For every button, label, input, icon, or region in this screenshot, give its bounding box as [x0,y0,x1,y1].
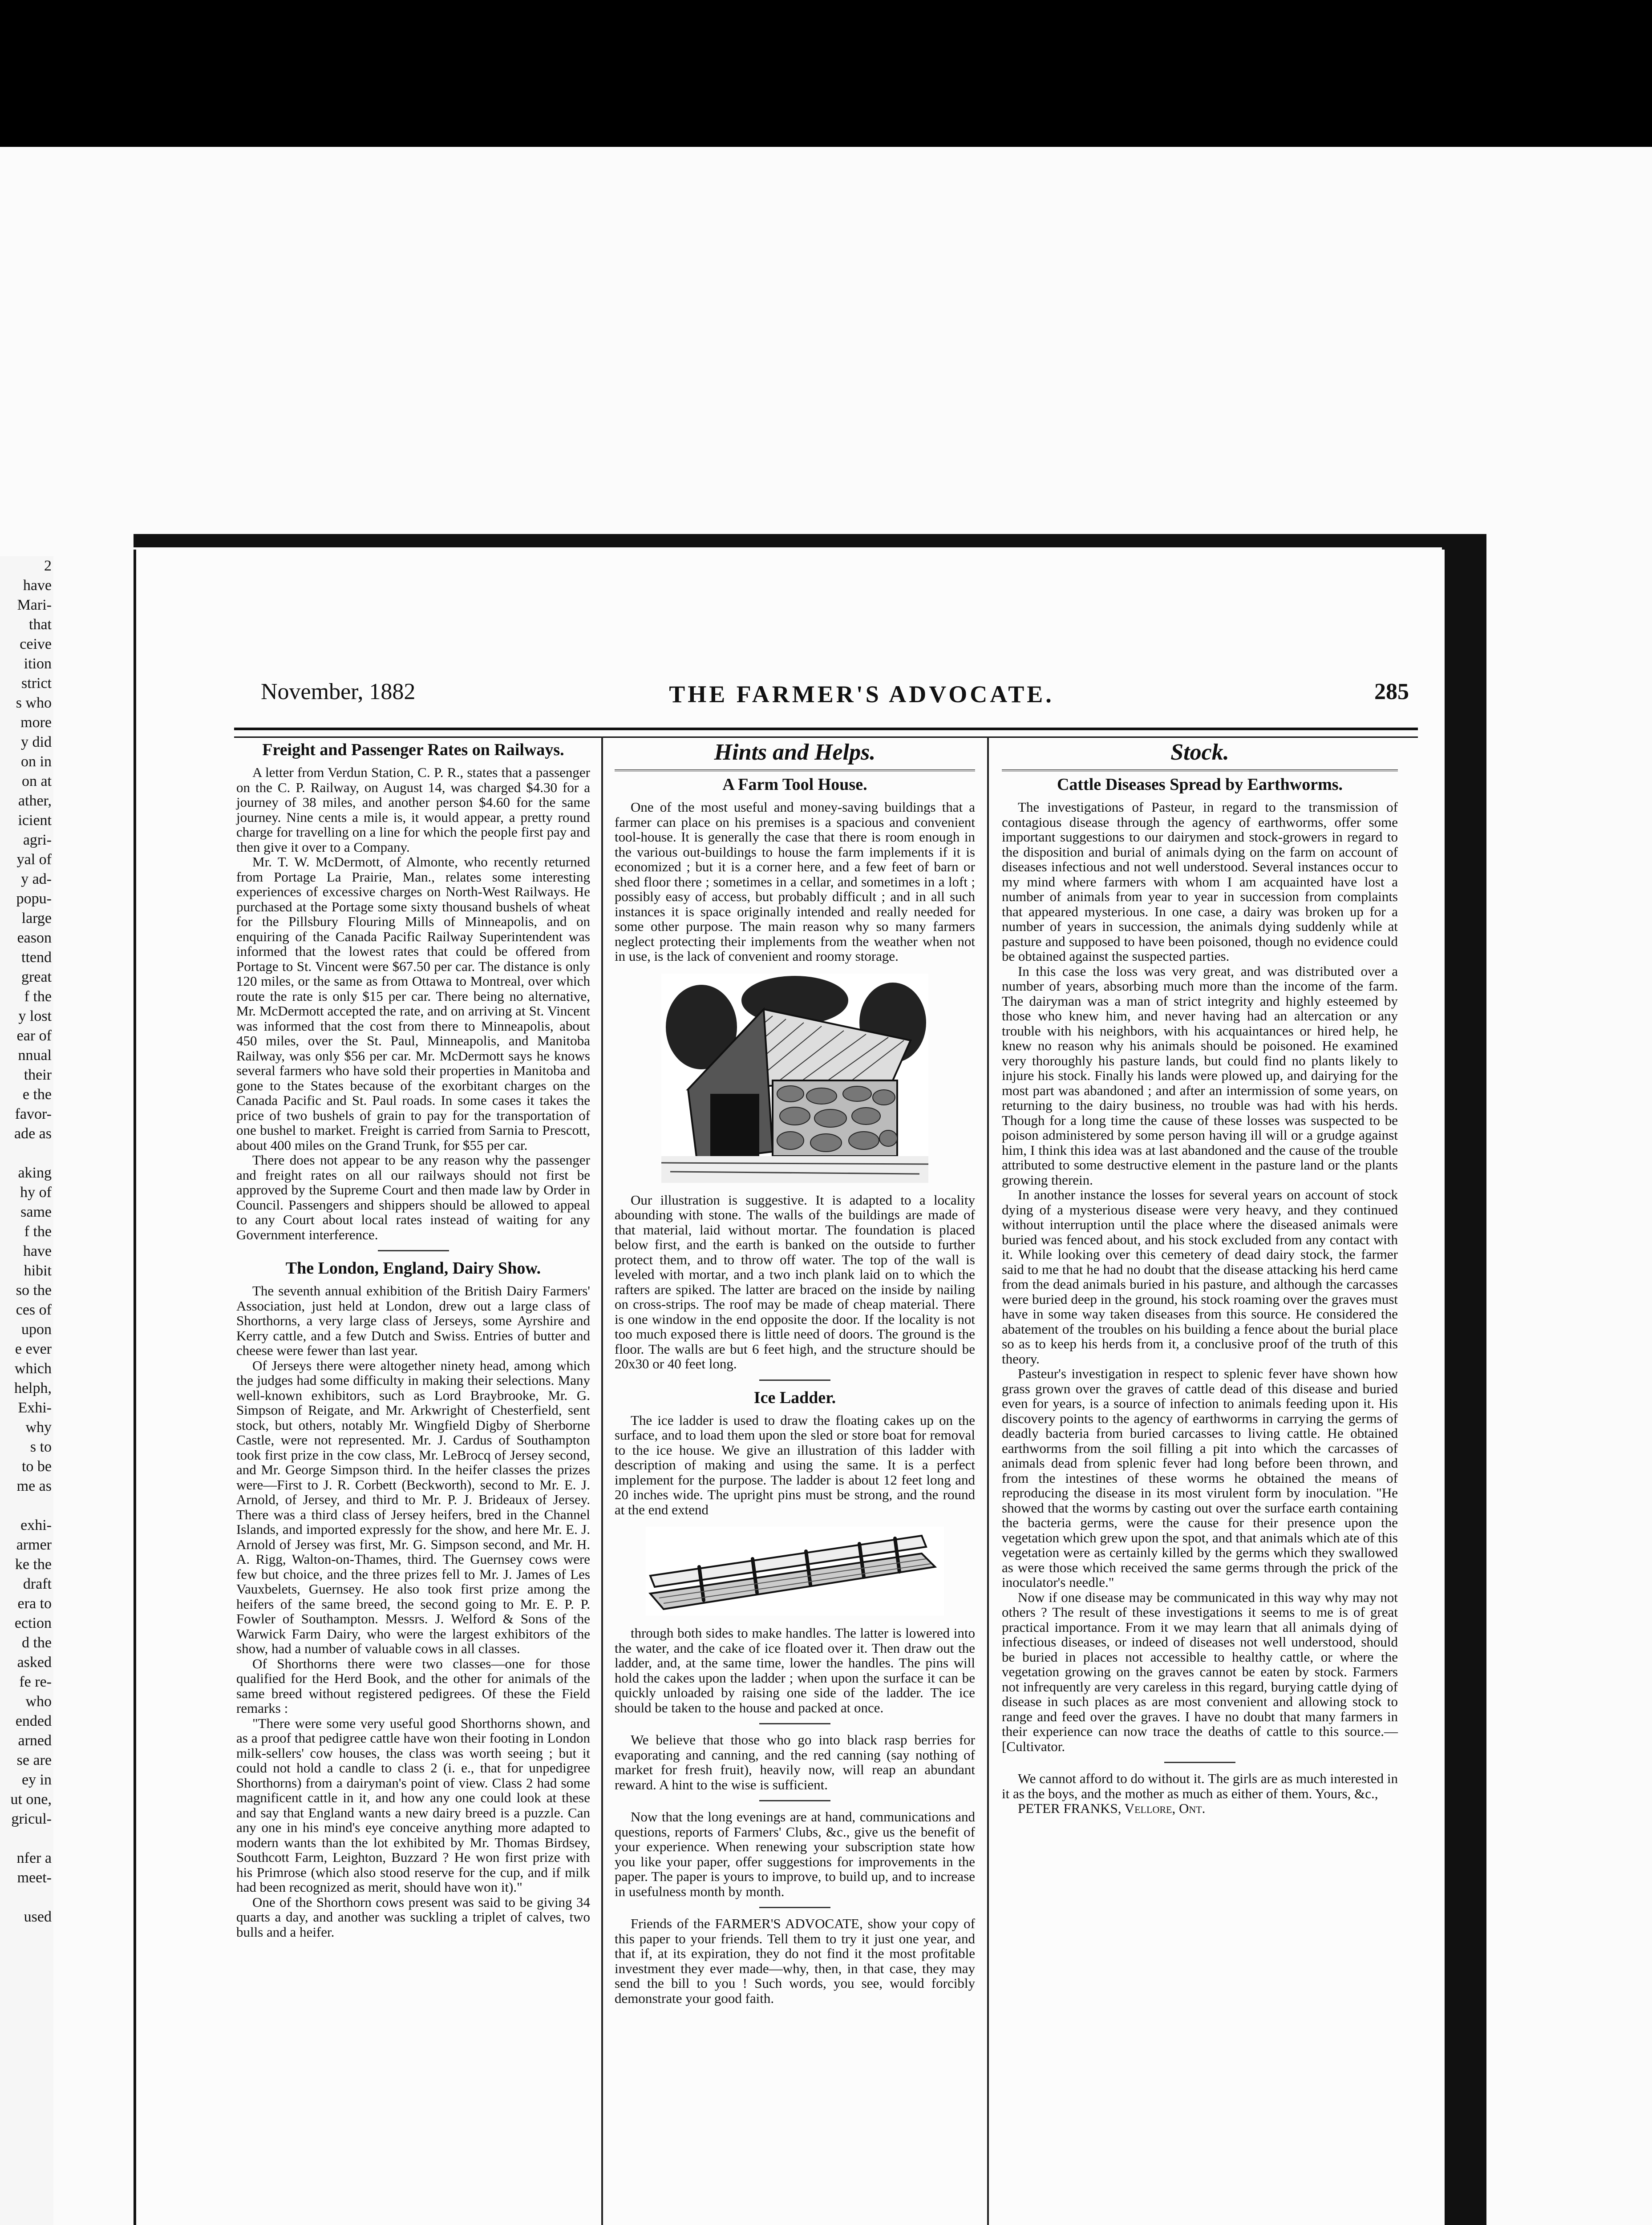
fragment-line: ces of [16,1302,52,1318]
fragment-line: that [29,616,52,633]
ice-ladder-illustration [646,1527,944,1616]
newspaper-page [134,550,1445,2225]
fragment-line: yal of [16,851,52,868]
column-3 [1002,736,1398,1816]
fragment-line: y lost [18,1008,52,1024]
fragment-line: ather, [18,793,52,809]
fragment-line: era to [17,1595,52,1612]
fragment-line: d the [21,1634,52,1651]
paragraph: through both sides to make handles. The latter is lowered into the water, and the cake of ice floated over it. Then draw out the ladder, and, at the same time, lower the handles. The pins will hold the cakes upon the ladder ; when upon the surface it can be quickly unloaded by raising one side of the ladder. The ice should be taken to the house and packed at once. [615,1625,975,1715]
column-2 [615,736,975,2006]
fragment-line: icient [18,812,52,829]
fragment-line: s who [16,695,52,711]
page-edge-right [1442,536,1486,2225]
fragment-line [0,1888,53,1907]
column-rule-1 [601,736,603,2225]
fragment-line: more [20,714,52,731]
article-body-dairy-show [236,1283,590,1939]
separator [759,1723,830,1724]
fragment-line: draft [23,1576,52,1592]
fragment-line: ttend [21,949,52,966]
paragraph: In this case the loss was very great, and was distributed over a number of years, absorbing much more than the income of the farm. The dairyman was a man of strict integrity and highly esteemed by those who knew him, and never having had an altercation or any trouble with his neighbors, with his acquaintances or hired help, he knew no reason why his animals should be poisoned. He examined very thoroughly his pasture lands, but could find no plants likely to injure his stock. Finally his lands were plowed up, and dairying for the most part was abandoned ; and after an intermission of some years, on returning to the dairy business, no trouble was had with his herds. Though for a long time the cause of these losses was suspected to be poison administered by some person having ill will or a grudge against him, I think this idea was at last abandoned and the cause of the trouble attributed to some destructive element in the pasture land or the plants growing therein. [1002,963,1398,1188]
article-title-cattle-diseases: Cattle Diseases Spread by Earthworms. [1057,775,1343,794]
fragment-line: e the [22,1086,52,1103]
fragment-line: ear of [16,1028,52,1044]
fragment-line: why [25,1419,52,1436]
article-title-dairy-show: The London, England, Dairy Show. [285,1259,541,1278]
article-title-railway-rates: Freight and Passenger Rates on Railways. [262,740,564,759]
fragment-line: nfer a [16,1850,52,1866]
separator [378,1250,449,1251]
fragment-line: have [23,577,52,594]
fragment-line: same [20,1204,52,1220]
fragment-line: y did [21,734,52,750]
fragment-line: eason [17,930,52,946]
fragment-line: Exhi- [18,1400,52,1416]
page-number: 285 [1374,679,1409,704]
fragment-line: upon [21,1321,52,1338]
fragment-line: ade as [14,1125,52,1142]
fragment-line: helph, [14,1380,52,1396]
fragment-line: have [23,1243,52,1259]
fragment-line: se are [16,1752,52,1768]
paragraph: Now that the long evenings are at hand, communications and questions, reports of Farmers' Clubs, &c., give us the benefit of your experience. When renewing your subscription state how you like your paper, offer suggestions for improvements in the paper. The paper is yours to improve, to build up, and to increase in usefulness month by month. [615,1809,975,1899]
fragment-line: s to [30,1439,52,1455]
fragment-line: armer [16,1537,52,1553]
fragment-line: strict [21,675,52,692]
fragment-line: nnual [18,1047,52,1064]
ice-ladder-engraving [646,1527,944,1616]
fragment-line: fe re- [19,1674,52,1690]
column-1 [236,736,590,1939]
fragment-line: popu- [16,890,52,907]
fragment-line: agri- [23,832,52,848]
department-heading-hints-and-helps: Hints and Helps. [615,740,975,771]
fragment-line: meet- [17,1869,52,1886]
fragment-line: f the [24,1223,52,1240]
fragment-line: so the [16,1282,52,1299]
paragraph: Pasteur's investigation in respect to splenic fever have shown how grass grown over the graves of cattle dead of this disease and buried even for years, is a source of infection to animals feeding upon it. His discovery points to the agency of earthworms in carrying the germs of deadly bacteria from buried carcasses to living cattle. He obtained earthworms from the soil filling a pit into which the carcasses of animals dead from splenic fever had long before been thrown, and from the intestines of these worms he obtained the means of reproducing the disease in its most virulent form by inoculation. "He showed that the worms by casting out over the surface earth containing the bacteria germs, were the cause for their presence upon the vegetation which grew upon the spot, and that animals which ate of this vegetation were as certainly killed by the germs which they swallowed as were those which received the same germs through the prick of the inoculator's needle." [1002,1366,1398,1590]
fragment-line: great [21,969,52,985]
paragraph: Of Jerseys there were altogether ninety head, among which the judges had some difficulty in making their selections. Many well-known exhibitors, such as Lord Braybrooke, Mr. G. Simpson of Reigate, and Mr. Arkwright of Chesterfield, sent stock, but others, notably Mr. Wingfield Digby of Sherborne Castle, were not represented. Mr. J. Cardus of Southampton took first prize in the cow class, Mr. LeBrocq of Jersey second, and Mr. George Simpson third. In the heifer classes the prizes were—First to J. R. Corbett (Beckworth), second to Mr. E. J. Arnold, of Jersey, and third to Mr. P. J. Brideaux of Jersey. There was a third class of Jersey heifers, bred in the Channel Islands, and imported expressly for the show, and here Mr. E. J. Arnold of Jersey was first, Mr. G. Simpson second, and Mr. H. A. Rigg, Walton-on-Thames, third. The Guernsey cows were few but choice, and the three prizes fell to Mr. J. James of Les Vauxbelets, Guernsey. He also took first prize among the heifers of the same breed, the second going to Mr. E. P. P. Fowler of Southampton. Messrs. J. Welford & Sons of the Warwick Farm Dairy, who were the largest exhibitors of the show, had a number of valuable cows in all classes. [236,1357,590,1656]
tool-house-illustration [661,974,928,1183]
separator [759,1907,830,1908]
fragment-line: ceive [20,636,52,652]
fragment-line [0,1496,53,1516]
paragraph: A letter from Verdun Station, C. P. R., states that a passenger on the C. P. Railway, on August 14, was charged $4.30 for a journey of 38 miles, and another person $4.60 for the same journey. Nine cents a mile is, it would appear, a pretty round charge for travelling on a line for which the people first pay and then give it over to a Company. [236,765,590,855]
paragraph: One of the most useful and money-saving buildings that a farmer can place on his premises is a spacious and convenient tool-house. It is generally the case that there is room enough in the various out-buildings to house the farm implements if it is economized ; but it is a corner here, and a few feet of barn or shed floor there ; sometimes in a cellar, and sometimes in a loft ; possibly easy of access, but probably difficult ; and in all such instances it is space originally intended and really needed for some other purpose. The main reason why so many farmers neglect protecting their implements from the weather when not in use, is the lack of convenient and roomy storage. [615,799,975,964]
fragment-line: large [21,910,52,926]
paragraph: The investigations of Pasteur, in regard to the transmission of contagious disease through the agency of earthworms, offer some important suggestions to our dairymen and stock-growers in regard to the disposition and burial of animals dying on the farm on account of diseases infectious and not well understood. Several instances occur to my mind where farmers with whom I am acquainted have lost a number of animals from year to year in succession from complaints that appeared mysterious. In one case, a dairy was broken up for a number of years in succession, the animals dying suddenly while at pasture and supposed to have been poisoned, though no evidence could be obtained against the suspected parties. [1002,799,1398,964]
fragment-line: used [24,1909,52,1925]
fragment-line: e ever [15,1341,52,1357]
fragment-line: on in [21,753,52,770]
article-body-railway-rates [236,765,590,1242]
paragraph: Now if one disease may be communicated in this way why may not others ? The result of these investigations it seems to me is of great practical importance. From it we may learn that all animals dying of infectious diseases, or indeed of diseases not well understood, should be buried in places not accessible to healthy cattle, or where the vegetation growing on the graves cannot be eaten by stock. Farmers not infrequently are very careless in this regard, burying cattle dying of disease in such places as are most convenient and allowing stock to range and feed over the graves. I have no doubt that many farmers in their experience can now trace the deaths of cattle to this source.—[Cultivator. [1002,1589,1398,1754]
fragment-line: ition [24,655,52,672]
fragment-line: asked [17,1654,52,1671]
fragment-line: ut one, [10,1791,52,1808]
separator [759,1800,830,1801]
article-title-tool-house: A Farm Tool House. [722,775,867,794]
fragment-line: on at [21,773,52,789]
fragment-line: ey in [21,1772,52,1788]
fragment-line: ection [14,1615,52,1631]
reader-letter: We cannot afford to do without it. The girls are as much interested in it as the boys, and the mother as much as either of them. Yours, &c., [1002,1771,1398,1801]
publication-title: THE FARMER'S ADVOCATE. [669,681,1054,708]
fragment-line: hibit [24,1262,52,1279]
fragment-line: hy of [20,1184,52,1201]
fragment-line: who [25,1693,52,1710]
fragment-line: me as [16,1478,52,1494]
fragment-line: exhi- [20,1517,52,1533]
fragment-line: 2 [44,558,52,574]
fragment-line: ended [15,1713,52,1729]
fragment-line: f the [24,988,52,1005]
letter-signature: PETER FRANKS, Vellore, Ont. [1018,1800,1206,1816]
paragraph: The seventh annual exhibition of the British Dairy Farmers' Association, just held at London, drew out a large class of Shorthorns, a very large class of Jerseys, some Ayrshire and Kerry cattle, and a few Dutch and Swiss. Entries of butter and cheese were fewer than last year. [236,1283,590,1358]
adjacent-page-fragment [0,556,53,2225]
separator [759,1380,830,1381]
fragment-line [0,1829,53,1849]
fragment-line: which [14,1360,52,1377]
paragraph: Our illustration is suggestive. It is adapted to a locality abounding with stone. The walls of the buildings are made of that material, laid without mortar. The foundation is placed below first, and the earth is banked on the outside to further protect them, and to throw off water. The top of the wall is leveled with mortar, and a two inch plank laid on to which the rafters are spiked. The latter are braced on the inside by nailing on cross-strips. The roof may be made of cheap material. There is one window in the end opposite the door. If the locality is not too much exposed there is little need of doors. The ground is the floor. The walls are but 6 feet high, and the structure should be 20x30 or 40 feet long. [615,1192,975,1371]
masthead [261,679,1427,708]
fragment-line: ke the [15,1556,52,1573]
column-rule-2 [987,736,989,2225]
fragment-line [0,1144,53,1163]
paragraph: "There were some very useful good Shorthorns shown, and as a proof that pedigree cattle have won their footing in London milk-sellers' cow houses, the class was worth seeing ; but it could not hold a candle to class 2 (i. e., that for unpedigree Shorthorns) from a dairyman's point of view. Class 2 had some magnificent cattle in it, and how any one could look at these and say that England wants a new dairy breed is a puzzle. Can any one in his mind's eye conceive anything more adapted to modern wants than the lot exhibited by Mr. Thomas Birdsey, Southcott Farm, Leighton, Buzzard ? He won first prize with his Primrose (which also stood reserve for the cup, and if milk had been recognized as merit, should have won it)." [236,1715,590,1895]
fragment-line: favor- [15,1106,52,1122]
tool-house-engraving [661,974,928,1183]
fragment-line: arned [18,1732,52,1749]
paragraph: In another instance the losses for several years on account of stock dying of a mysterious disease were very heavy, and they continued without interruption until the place where the diseased animals were buried was fenced about, and his stock excluded from any contact with it. While looking over this cemetery of dead dairy stock, the farmer said to me that he had no doubt that the disease attacking his herd came from the dead animals buried in his pasture, and although the carcasses were buried deep in the ground, his stock roaming over the graves must have in some way taken diseases from this source. He considered the abatement of the troubles on his building a fence about the burial place so as to keep his herds from it, a conclusive proof of the truth of this theory. [1002,1187,1398,1367]
paragraph: Friends of the FARMER'S ADVOCATE, show your copy of this paper to your friends. Tell them to try it just one year, and that if, at its expiration, they do not find it the most profitable investment they ever made—why, then, in that case, they may send the bill to you ! Such words, you see, would forcibly demonstrate your good faith. [615,1916,975,2006]
paragraph: The ice ladder is used to draw the floating cakes up on the surface, and to load them upon the sled or store boat for removal to the ice house. We give an illustration of this ladder with description of making and using the same. It is a perfect implement for the purpose. The ladder is about 12 feet long and 20 inches wide. The upright pins must be strong, and the round at the end extend [615,1412,975,1517]
issue-date: November, 1882 [261,679,416,704]
paragraph: One of the Shorthorn cows present was said to be giving 34 quarts a day, and another was suckling a triplet of calves, two bulls and a heifer. [236,1894,590,1940]
department-heading-stock: Stock. [1002,740,1398,771]
page-edge-top [134,534,1486,547]
paragraph: There does not appear to be any reason why the passenger and freight rates on all our railways should not first be approved by the Supreme Court and then made law by Order in Council. Passengers and shippers should be allowed to appeal to any Court about local rates instead of waiting for any Government interference. [236,1152,590,1242]
separator [1164,1762,1235,1763]
fragment-line: to be [21,1458,52,1475]
fragment-line: Mari- [17,597,52,613]
paragraph: Mr. T. W. McDermott, of Almonte, who recently returned from Portage La Prairie, Man., relates some interesting experiences of excessive charges on North-West Railways. He purchased at the Portage some sixty thousand bushels of wheat for the Pillsbury Flouring Mills of Minneapolis, and on enquiring of the Canada Pacific Railway Superintendent was informed that the lowest rates that could be offered from Portage to St. Vincent were $67.50 per car. The distance is only 120 miles, or the same as from Ottawa to Montreal, over which route the rate is only $15 per car. There being no alternative, Mr. McDermott accepted the rate, and on arriving at St. Vincent was informed that the cost from there to Minneapolis, about 450 miles, over the St. Paul, Minneapolis, and Manitoba Railway, was only $56 per car. Mr. McDermott says he knows several farmers who have sold their properties in Manitoba and gone to the States because of the exorbitant charges on the Canada Pacific and St. Paul roads. In some cases it takes the price of two bushels of grain to pay for the transportation of one bushel to market. Freight is carried from Sarnia to Prescott, about 400 miles on the Grand Trunk, for $55 per car. [236,854,590,1153]
fragment-line: their [24,1067,52,1083]
paragraph: We believe that those who go into black rasp berries for evaporating and canning, and the red canning (say nothing of market for fresh fruit), heavily now, will reap an abundant reward. A hint to the wise is sufficient. [615,1732,975,1792]
article-title-ice-ladder: Ice Ladder. [753,1388,836,1407]
paragraph: Of Shorthorns there were two classes—one for those qualified for the Herd Book, and the other for animals of the same breed without registered pedigrees. Of these the Field remarks : [236,1655,590,1716]
fragment-line: y ad- [21,871,52,887]
fragment-line: gricul- [11,1811,52,1827]
fragment-line: aking [18,1165,52,1181]
